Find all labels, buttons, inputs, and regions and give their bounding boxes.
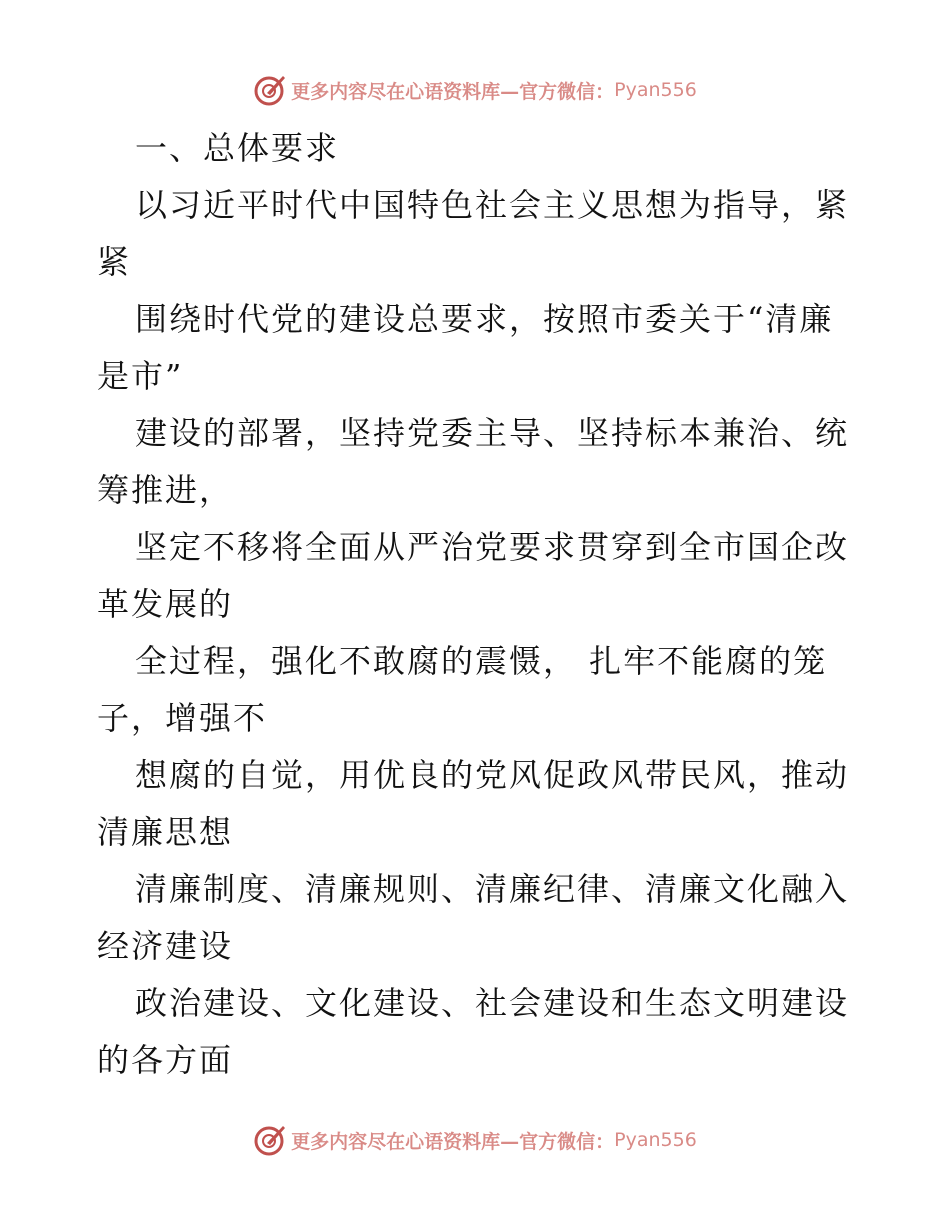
paragraph-line: 政治建设、文化建设、社会建设和生态文明建设 — [135, 984, 850, 1022]
paragraph-line: 革发展的 — [97, 585, 234, 623]
watermark-footer — [0, 1120, 950, 1160]
watermark-wechat-id: Pyan556 — [614, 79, 697, 101]
watermark-wechat-id: Pyan556 — [614, 1129, 697, 1151]
paragraph-line: 筹推进， — [97, 471, 234, 509]
paragraph-line: 的各方面 — [97, 1041, 234, 1079]
watermark-text: 更多内容尽在心语资料库—官方微信： — [291, 80, 615, 103]
quill-seal-icon — [253, 73, 287, 107]
paragraph-line: 坚定不移将全面从严治党要求贯穿到全市国企改 — [135, 528, 850, 566]
document-body — [97, 120, 857, 1089]
section-heading: 一、总体要求 — [135, 129, 340, 167]
paragraph-line: 子，增强不 — [97, 699, 268, 737]
paragraph-line: 紧 — [97, 243, 132, 281]
quill-seal-icon — [253, 1123, 287, 1157]
paragraph-line: 经济建设 — [97, 927, 234, 965]
paragraph-line: 围绕时代党的建设总要求，按照市委关于“清廉 — [135, 300, 834, 338]
paragraph-line: 建设的部署，坚持党委主导、坚持标本兼治、统 — [135, 414, 850, 452]
paragraph-line: 清廉制度、清廉规则、清廉纪律、清廉文化融入 — [135, 870, 850, 908]
paragraph-line: 是市” — [97, 357, 184, 395]
paragraph-line: 全过程，强化不敢腐的震慑， 扎牢不能腐的笼 — [135, 642, 828, 680]
watermark-header — [0, 70, 950, 110]
paragraph-line: 想腐的自觉，用优良的党风促政风带民风，推动 — [135, 756, 850, 794]
paragraph-line: 清廉思想 — [97, 813, 234, 851]
paragraph-line: 以习近平时代中国特色社会主义思想为指导，紧 — [135, 186, 850, 224]
watermark-text: 更多内容尽在心语资料库—官方微信： — [291, 1130, 615, 1153]
